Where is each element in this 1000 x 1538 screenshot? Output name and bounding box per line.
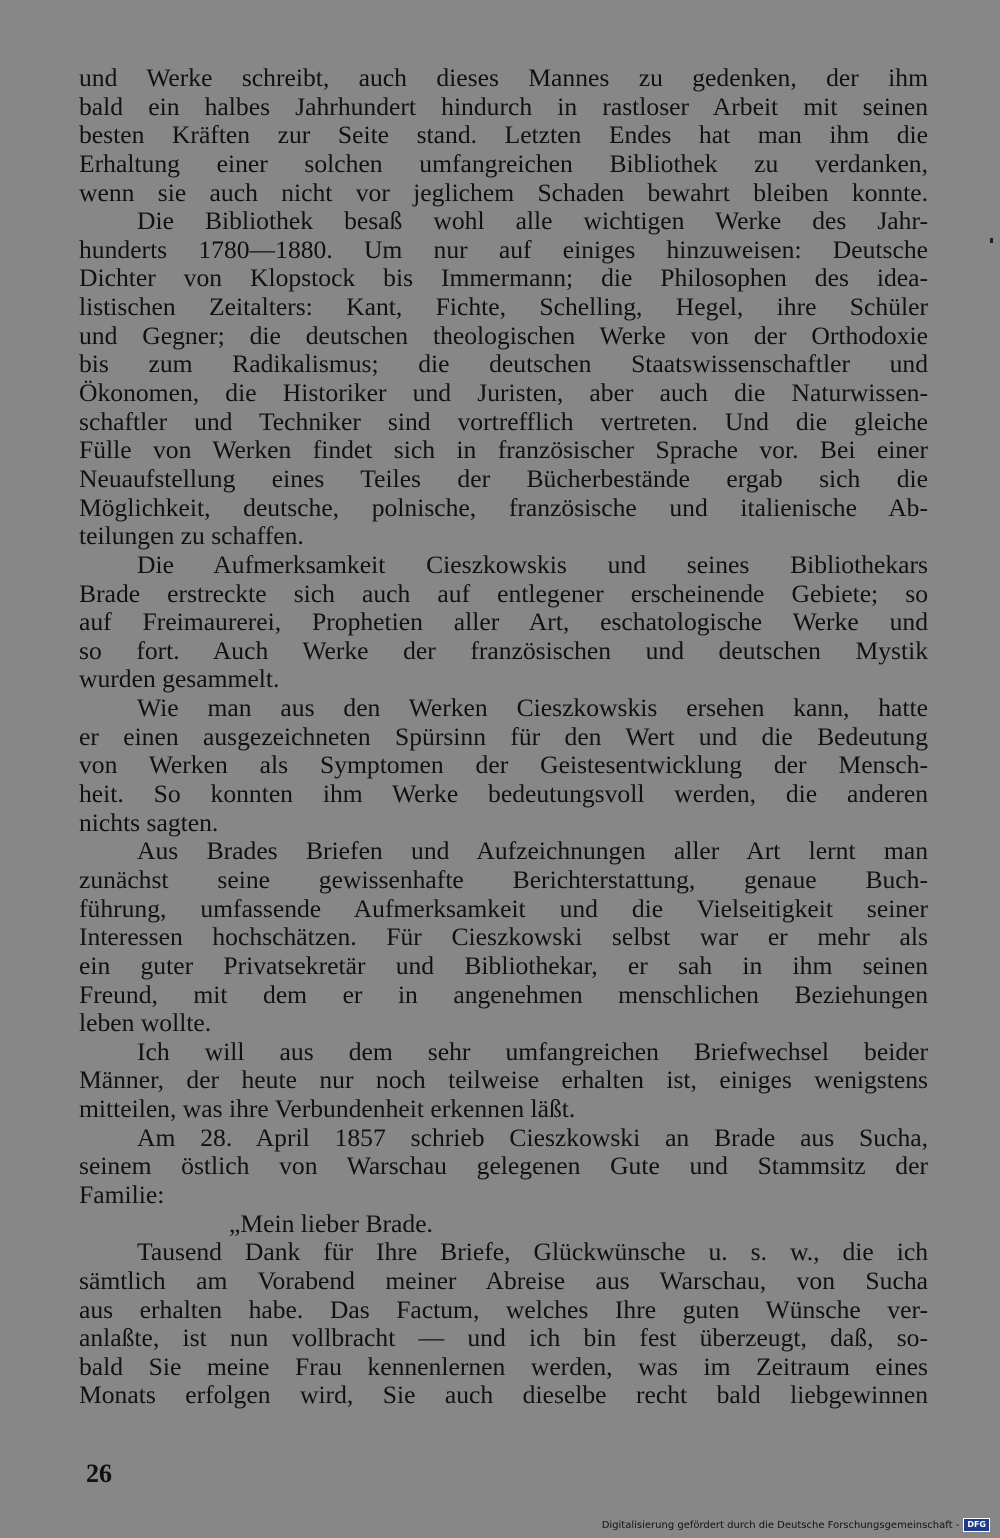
text-line: so fort. Auch Werke der französischen und deutschen Mystik xyxy=(79,636,928,665)
text-line: und Gegner; die deutschen theologischen Werke von der Orthodoxie xyxy=(79,321,928,350)
dfg-logo: DFG xyxy=(963,1518,990,1532)
text-line: Fülle von Werken findet sich in französischer Sprache vor. Bei einer xyxy=(79,436,928,465)
text-line: von Werken als Symptomen der Geistesentwicklung der Mensch- xyxy=(79,751,928,780)
text-line: Familie: xyxy=(79,1180,165,1209)
text-line: Erhaltung einer solchen umfangreichen Bibliothek zu verdanken, xyxy=(79,149,928,178)
page-number: 26 xyxy=(86,1459,112,1488)
text-line: Dichter von Klopstock bis Immermann; die Philosophen des idea- xyxy=(79,264,928,293)
text-line: bald ein halbes Jahrhundert hindurch in rastloser Arbeit mit seinen xyxy=(79,92,928,121)
text-line: sämtlich am Vorabend meiner Abreise aus Warschau, von Sucha xyxy=(79,1266,928,1295)
text-line: listischen Zeitalters: Kant, Fichte, Schelling, Hegel, ihre Schüler xyxy=(79,293,928,322)
scan-mark xyxy=(990,238,993,243)
text-line: wenn sie auch nicht vor jeglichem Schaden bewahrt bleiben konnte. xyxy=(79,178,928,207)
text-line: seinem östlich von Warschau gelegenen Gute und Stammsitz der xyxy=(79,1152,928,1181)
text-line: und Werke schreibt, auch dieses Mannes zu gedenken, der ihm xyxy=(79,64,928,92)
text-line: zunächst seine gewissenhafte Berichterstattung, genaue Buch- xyxy=(79,865,928,894)
text-line: heit. So konnten ihm Werke bedeutungsvoll werden, die anderen xyxy=(79,780,928,809)
text-line: er einen ausgezeichneten Spürsinn für den Wert und die Bedeutung xyxy=(79,722,928,751)
text-line: anlaßte, ist nun vollbracht — und ich bin fest überzeugt, daß, so- xyxy=(79,1324,928,1353)
text-line: wurden gesammelt. xyxy=(79,665,280,694)
text-line: Neuaufstellung eines Teiles der Bücherbestände ergab sich die xyxy=(79,464,928,493)
text-line: bald Sie meine Frau kennenlernen werden, was im Zeitraum eines xyxy=(79,1352,928,1381)
text-line: Ökonomen, die Historiker und Juristen, aber auch die Naturwissen- xyxy=(79,379,928,408)
text-line: Am 28. April 1857 schrieb Cieszkowski an Brade aus Sucha, xyxy=(137,1123,928,1152)
text-line: Aus Brades Briefen und Aufzeichnungen aller Art lernt man xyxy=(137,837,928,866)
text-line: leben wollte. xyxy=(79,1009,212,1038)
text-line: Brade erstreckte sich auch auf entlegener erscheinende Gebiete; so xyxy=(79,579,928,608)
text-line: besten Kräften zur Seite stand. Letzten Endes hat man ihm die xyxy=(79,121,928,150)
text-line: Tausend Dank für Ihre Briefe, Glückwünsche u. s. w., die ich xyxy=(137,1238,928,1267)
text-line: nichts sagten. xyxy=(79,808,219,837)
text-line: Wie man aus den Werken Cieszkowskis ersehen kann, hatte xyxy=(137,694,928,723)
text-line: hunderts 1780—1880. Um nur auf einiges hinzuweisen: Deutsche xyxy=(79,235,928,264)
text-line: Freund, mit dem er in angenehmen menschlichen Beziehungen xyxy=(79,980,928,1009)
text-line: teilungen zu schaffen. xyxy=(79,522,304,551)
text-line: ein guter Privatsekretär und Bibliothekar, er sah in ihm seinen xyxy=(79,951,928,980)
text-line: Möglichkeit, deutsche, polnische, französische und italienische Ab- xyxy=(79,493,928,522)
text-line: schaftler und Techniker sind vortrefflich vertreten. Und die gleiche xyxy=(79,407,928,436)
text-line: bis zum Radikalismus; die deutschen Staatswissenschaftler und xyxy=(79,350,928,379)
text-line: Die Aufmerksamkeit Cieszkowskis und seines Bibliothekars xyxy=(137,550,928,579)
text-line: auf Freimaurerei, Prophetien aller Art, eschatologische Werke und xyxy=(79,608,928,637)
text-line: aus erhalten habe. Das Factum, welches Ihre guten Wünsche ver- xyxy=(79,1295,928,1324)
text-line: führung, umfassende Aufmerksamkeit und die Vielseitigkeit seiner xyxy=(79,894,928,923)
digitization-footer xyxy=(602,1518,990,1532)
text-line: mitteilen, was ihre Verbundenheit erkennen läßt. xyxy=(79,1095,576,1124)
footer-text: Digitalisierung gefördert durch die Deutsche Forschungsgemeinschaft - xyxy=(601,1519,960,1531)
body-text xyxy=(79,64,928,1410)
letter-salutation: „Mein lieber Brade. xyxy=(229,1209,433,1238)
text-line: Interessen hochschätzen. Für Cieszkowski selbst war er mehr als xyxy=(79,923,928,952)
text-line: Die Bibliothek besaß wohl alle wichtigen Werke des Jahr- xyxy=(137,207,928,236)
text-line: Ich will aus dem sehr umfangreichen Briefwechsel beider xyxy=(137,1037,928,1066)
text-line: Monats erfolgen wird, Sie auch dieselbe recht bald liebgewinnen xyxy=(79,1381,928,1410)
text-line: Männer, der heute nur noch teilweise erhalten ist, einiges wenigstens xyxy=(79,1066,928,1095)
